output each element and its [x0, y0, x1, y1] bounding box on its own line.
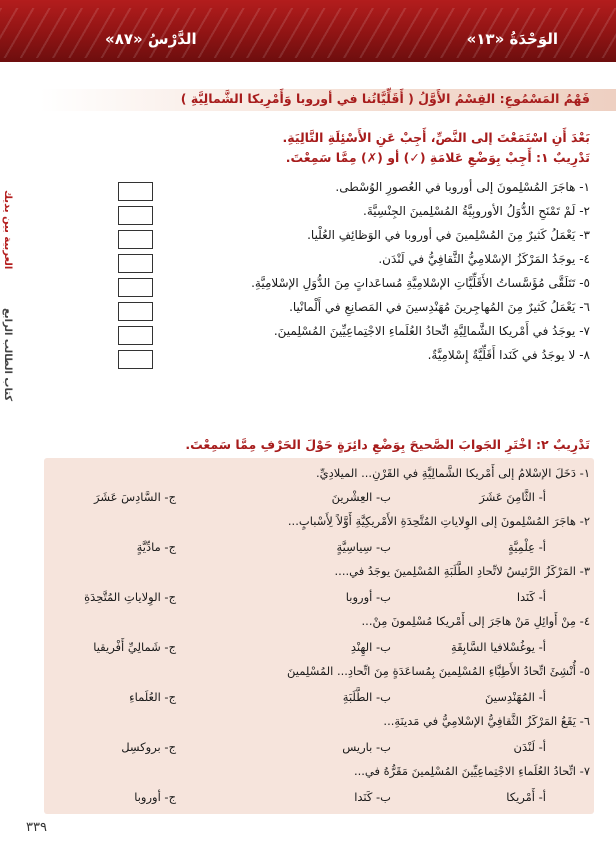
statement-4: ٤- يوجَدُ المَرْكَزُ الإسْلامِيُّ الثَّقافِيُّ في لَنْدَن.: [378, 252, 590, 266]
multiple-choice-panel: [44, 458, 594, 814]
statement-1: ١- هاجَرَ المُسْلِمونَ إلى أوروبا في العُصورِ الوُسْطى.: [335, 180, 590, 194]
answer-box-7[interactable]: [118, 326, 153, 345]
answer-box-8[interactable]: [118, 350, 153, 369]
question-6-option-b[interactable]: ب- باريس: [342, 740, 391, 754]
question-4: ٤- مِنْ أَوائِلِ مَنْ هاجَرَ إلى أَمْريكا مُسْلِمونَ مِنْ...: [361, 614, 590, 628]
question-4-option-a[interactable]: أ- يوغُسْلافيا السَّابِقَةِ: [450, 640, 546, 654]
question-1-option-b[interactable]: ب- العِشْرينَ: [331, 490, 391, 504]
question-4-option-c[interactable]: ج- شَمالِيِّ أَفْريقيا: [93, 640, 176, 654]
unit-label: الوَحْدَةُ «١٣»: [466, 30, 558, 48]
question-5-option-c[interactable]: ج- العُلَماءِ: [129, 690, 176, 704]
page-number: ٣٣٩: [26, 820, 47, 835]
section-title-bar: [40, 89, 616, 111]
question-5: ٥- أُنْشِئَ اتِّحادُ الأَطِبَّاءِ المُسْلِمينَ بِمُساعَدَةٍ مِنَ اتِّحادِ... المُسْلِمينَ: [287, 664, 590, 678]
answer-box-2[interactable]: [118, 206, 153, 225]
book-subtitle: كتاب الطالب الرابع: [2, 308, 13, 402]
answer-box-1[interactable]: [118, 182, 153, 201]
question-2: ٢- هاجَرَ المُسْلِمونَ إلى الوِلاياتِ المُتَّحِدَةِ الأَمْريكِيَّةِ أَوَّلاً لِأَسْبابٍ...: [287, 514, 590, 528]
question-1-option-c[interactable]: ج- السَّادِسَ عَشَرَ: [94, 490, 176, 504]
page-header: [0, 0, 616, 62]
statement-7: ٧- يوجَدُ في أَمْريكا الشَّمالِيَّةِ اتِّحادُ العُلَماءِ الاجْتِماعِيِّينَ المُسْلِمينَ.: [273, 324, 590, 338]
statement-6: ٦- يَعْمَلُ كَثيرٌ مِنَ المُهاجِرينَ مُهَنْدِسينَ في المَصانِعِ في أَلْمانْيا.: [289, 300, 590, 314]
question-7-option-b[interactable]: ب- كَنَدا: [354, 790, 391, 804]
book-title: العربية بين يديك: [2, 190, 13, 270]
statement-8: ٨- لا يوجَدُ في كَنَدا أَقَلِّيَّةٌ إِسْلامِيَّةٌ.: [427, 348, 590, 362]
question-1-option-a[interactable]: أ- الثَّامِنَ عَشَرَ: [479, 490, 546, 504]
question-4-option-b[interactable]: ب- الهِنْدِ: [350, 640, 391, 654]
question-2-option-b[interactable]: ب- سِياسِيَّةٍ: [336, 540, 391, 554]
answer-box-6[interactable]: [118, 302, 153, 321]
statement-2: ٢- لَمْ تَمْنَحِ الدُّوَلُ الأوروبِيَّةُ المُسْلِمينَ الجِنْسِيَّةَ.: [363, 204, 590, 218]
question-7: ٧- اتِّحادُ العُلَماءِ الاجْتِماعِيِّينَ المُسْلِمينَ مَقَرُّهُ في...: [353, 764, 590, 778]
question-6-option-a[interactable]: أ- لَنْدَن: [513, 740, 546, 754]
statement-3: ٣- يَعْمَلُ كَثيرٌ مِنَ المُسْلِمينَ في أوروبا في الوَظائِفِ العُلْيا.: [307, 228, 590, 242]
listening-instruction: بَعْدَ أَنِ اسْتَمَعْتَ إلى النَّصِّ، أَجِبْ عَنِ الأَسْئِلَةِ التَّالِيَةِ.: [282, 130, 590, 145]
book-sidebar: [2, 190, 22, 620]
drill1-title: تَدْرِيبٌ ١: أَجِبْ بِوَضْعِ عَلامَةِ (✓) أو (✗) مِمَّا سَمِعْتَ.: [285, 150, 590, 165]
lesson-label: الدَّرْسُ «٨٧»: [105, 30, 197, 48]
question-5-option-a[interactable]: أ- المُهَنْدِسينَ: [484, 690, 546, 704]
question-7-option-a[interactable]: أ- أَمْريكا: [506, 790, 546, 804]
question-6-option-c[interactable]: ج- بروكسِل: [121, 740, 176, 754]
question-3-option-a[interactable]: أ- كَنَدا: [516, 590, 546, 604]
answer-box-4[interactable]: [118, 254, 153, 273]
question-1: ١- دَخَلَ الإسْلامُ إلى أَمْريكا الشَّمالِيَّةِ في القَرْنِ... الميلادِيِّ.: [316, 466, 590, 480]
statement-5: ٥- تَتَلَقَّى مُؤَسَّساتُ الأَقَلِّيَّاتِ الإسْلامِيَّةِ مُساعَداتٍ مِنَ الدُّوَلِ الإسْلامِيَّةِ.: [251, 276, 590, 290]
question-2-option-c[interactable]: ج- مادِّيَّةٍ: [136, 540, 176, 554]
answer-box-5[interactable]: [118, 278, 153, 297]
section-title: فَهْمُ المَسْمُوعِ: القِسْمُ الأَوَّلُ ( أَقَلِّيَّاتُنا في أوروبا وَأَمْرِيكا الشَّمالِيَّةِ ): [180, 91, 590, 106]
drill2-title: تَدْرِيبٌ ٢: اخْتَرِ الجَوابَ الصَّحيحَ بِوَضْعِ دائِرَةٍ حَوْلَ الحَرْفِ مِمَّا سَمِعْتَ.: [185, 437, 590, 452]
question-2-option-a[interactable]: أ- عِلْمِيَّةٍ: [508, 540, 546, 554]
answer-box-3[interactable]: [118, 230, 153, 249]
question-7-option-c[interactable]: ج- أوروبا: [134, 790, 176, 804]
question-3: ٣- المَرْكَزُ الرَّئيسُ لاتِّحادِ الطَّلَبَةِ المُسْلِمينَ يوجَدُ في....: [334, 564, 590, 578]
question-3-option-c[interactable]: ج- الوِلاياتِ المُتَّحِدَةِ: [84, 590, 176, 604]
question-3-option-b[interactable]: ب- أوروبا: [345, 590, 391, 604]
question-5-option-b[interactable]: ب- الطَّلَبَةِ: [342, 690, 391, 704]
question-6: ٦- يَقَعُ المَرْكَزُ الثَّقافِيُّ الإسْلامِيُّ في مَدينَةِ...: [383, 714, 590, 728]
